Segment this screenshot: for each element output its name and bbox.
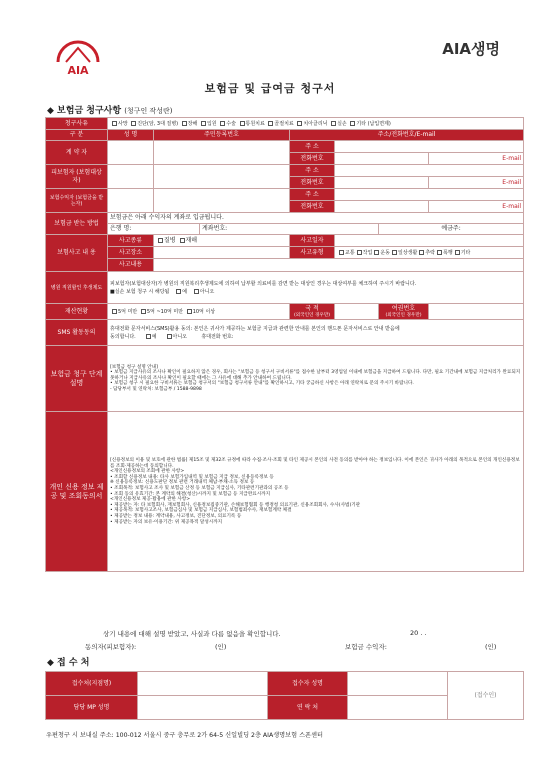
receiver-label: 접수자 성명	[268, 672, 348, 696]
mp-label: 담당 MP 성명	[46, 696, 138, 720]
phone-input[interactable]	[335, 153, 429, 165]
section-reception-title: ◆ 접 수 처	[47, 658, 90, 668]
accident-type-label: 사고유형	[290, 247, 335, 259]
email-input[interactable]: E-mail	[429, 201, 524, 213]
brand-name: AIA생명	[442, 40, 500, 58]
accident-type-options: 교통 작업 운동 일상생활 추락 폭행 기타	[335, 247, 524, 259]
checkbox[interactable]	[194, 289, 199, 294]
sms-cell: 휴대전화 문자서비스(SMS)활용 동의: 본인은 귀사가 제공하는 보험금 지급과 관련한 안내를 본인의 핸드폰 문자서비스로 안내 받음에 동의합니다. 예 아니오 휴대전화 번호:	[108, 320, 524, 346]
confirm-date: 20 . .	[410, 629, 427, 637]
accident-detail-input[interactable]	[154, 259, 524, 272]
checkbox[interactable]	[180, 238, 185, 243]
reception-place-input[interactable]	[138, 672, 268, 696]
checkbox[interactable]	[357, 250, 362, 255]
passport-label: 여권번호 (외국인인 경우만)	[379, 304, 429, 320]
sms-label: SMS 활동동의	[46, 320, 108, 346]
payment-note: 보험금은 아래 수익자의 계좌로 입금됩니다.	[108, 213, 524, 224]
addr-label: 주 소	[290, 141, 335, 153]
beneficiary-label: 보험금 수익자:	[345, 643, 387, 651]
checkbox[interactable]	[146, 334, 151, 339]
welfare-text: 피보험자(보험대상자)가 병원의 직원복리후생제도에 의하여 납부할 의료비를 감면 받는 대상인 경우는 대상여부를 체크하여 주시기 바랍니다.	[110, 280, 417, 287]
reception-table	[45, 671, 523, 720]
claim-table	[45, 117, 523, 572]
checkbox[interactable]	[187, 309, 192, 314]
checkbox[interactable]	[392, 250, 397, 255]
phone-label: 전화번호	[290, 153, 335, 165]
beneficiary-seal[interactable]: (인)	[485, 643, 497, 651]
receiver-input[interactable]	[348, 672, 448, 696]
checkbox[interactable]	[437, 250, 442, 255]
payment-label: 보험금 받는 방법	[46, 213, 108, 235]
checkbox[interactable]	[455, 250, 460, 255]
col-name: 성 명	[108, 130, 154, 141]
checkbox[interactable]	[331, 121, 336, 126]
party-beneficiary-label: 보험수익자 (보험금을 받는자)	[46, 189, 108, 213]
form-title: 보험금 및 급여금 청구서	[204, 82, 336, 95]
phone-input[interactable]	[335, 177, 429, 189]
checkbox[interactable]	[297, 121, 302, 126]
checkbox[interactable]	[112, 309, 117, 314]
checkbox[interactable]	[419, 250, 424, 255]
email-input[interactable]: E-mail	[429, 153, 524, 165]
confirm-row	[45, 629, 523, 638]
accident-kind-options: 질병 재해	[154, 235, 290, 247]
accident-date-label: 사고일자	[290, 235, 335, 247]
holder-field[interactable]: 예금주:	[379, 224, 524, 235]
sms-text: 휴대전화 문자서비스(SMS)활용 동의: 본인은 귀사가 제공하는 보험금 지급과 관련한 안내를 본인의 핸드폰 문자서비스로 안내 받음에	[110, 325, 400, 332]
checkbox[interactable]	[131, 121, 136, 126]
nationality-label: 국 적 (외국인인 경우만)	[290, 304, 335, 320]
col-contact: 주소/전화번호/E-mail	[290, 130, 524, 141]
accident-place-input[interactable]	[154, 247, 290, 259]
contact-label: 연 락 처	[268, 696, 348, 720]
checkbox[interactable]	[182, 121, 187, 126]
contact-input[interactable]	[348, 696, 448, 720]
name-input[interactable]	[108, 165, 154, 189]
phone-input[interactable]	[335, 201, 429, 213]
party-contractor-label: 계 약 자	[46, 141, 108, 165]
phone-label: 전화번호	[290, 177, 335, 189]
checkbox[interactable]	[240, 121, 245, 126]
section-claim-title: ◆ 보험금 청구사항 (청구인 작성란)	[47, 106, 173, 116]
duty-text: [보험금 청구 설명 안내] • 보험금 지급사유의 조사나 확인이 필요하지 않은 경우, 회사는 "보험금 등 청구서 구비서류"를 접수한 날부터 3영업일 이내에 보험금을 지급하여 드립니다. 다만, 필요 기간내에 보험금 지급처리가 완료되지 못하거나 지급사유의 조사나 확인이 필요할 때에는 그 사유에 대해 추가 안내하여 드립니다. • 보험금 청구 시 필요한 구비서류는 보험금 청구서의 "보험금 청구서류 안내"를 확인하시고, 기타 궁금하신 사항은 아래 연락처로 문의 주시기 바랍니다. - 담당부서 및 연락처: 보험금부 / 1588-9898	[108, 346, 524, 412]
welfare-note: ■실손 보험 청구 시 해당됨	[110, 288, 170, 295]
welfare-label: 병원 직원할인 후생제도	[46, 272, 108, 304]
assets-options: 5억 미만 5억 ~10억 미만 10억 이상	[108, 304, 290, 320]
reception-seal: (접수인)	[448, 672, 524, 720]
nationality-input[interactable]	[335, 304, 379, 320]
checkbox[interactable]	[374, 250, 379, 255]
checkbox[interactable]	[158, 238, 163, 243]
account-field[interactable]: 계좌번호:	[200, 224, 379, 235]
name-input[interactable]	[108, 141, 154, 165]
confirm-text: 상기 내용에 대해 설명 받았고, 사실과 다름 없음을 확인합니다.	[103, 630, 281, 638]
mp-input[interactable]	[138, 696, 268, 720]
welfare-cell: 피보험자(보험대상자)가 병원의 직원복리후생제도에 의하여 납부할 의료비를 감면 받는 대상인 경우는 대상여부를 체크하여 주시기 바랍니다. ■실손 보험 청구 시 해당됨 예 아니오	[108, 272, 524, 304]
checkbox[interactable]	[176, 289, 181, 294]
checkbox[interactable]	[339, 250, 344, 255]
accident-place-label: 사고장소	[108, 247, 154, 259]
email-input[interactable]: E-mail	[429, 177, 524, 189]
checkbox[interactable]	[112, 121, 117, 126]
checkbox[interactable]	[350, 121, 355, 126]
assets-label: 재산현황	[46, 304, 108, 320]
bank-field[interactable]: 은행 명:	[108, 224, 200, 235]
reason-options: 사망 진단(암, 3대 질병) 장해 입원 수술 통원치료 골절치료 치아클리닉 실손 기타 (납입면제)	[108, 118, 524, 130]
consent-label: 개인 신용 정보 제공 및 조회동의서	[46, 412, 108, 572]
aia-logo	[52, 36, 104, 76]
claimant-seal[interactable]: (인)	[215, 643, 227, 651]
accident-label: 보험사고 내 용	[46, 235, 108, 272]
col-rrn: 주민등록번호	[154, 130, 290, 141]
checkbox[interactable]	[268, 121, 273, 126]
checkbox[interactable]	[201, 121, 206, 126]
accident-date-input[interactable]	[335, 235, 524, 247]
party-insured-label: 피보험자 (보험대상자)	[46, 165, 108, 189]
consent-text: [신용정보의 이용 및 보호에 관한 법률] 제15조 및 제32조 규정에 따라 수집·조사·조회 및 타인 제공시 본인의 사전 동의를 받아야 하는 정보입니다. 이에 본인은 귀사가 아래의 목적으로 본인의 개인신용정보를 조회·제공하는데 동의합니다. <개인신용정보의 조회에 관한 사항> • 조회할 신용정보 내용: 타사 보험가입내역 및 보험금 지급 정보, 신용등록정보 등 ※ 신용등록정보: 신용도판단 정보 관련 거래내역 체납·부채·소득 정보 등 • 조회목적: 보험사고 조사 및 보험금 산정 등 보험금 지급심사, 기타관련기관과의 공조 등 • 조회 동의 유효기간: 본 계약의 해결(청산)시까지 및 보험금 등 지급완료시까지 <개인신용정보 제공·활용에 관한 사항> • 제공받는 자: 타 보험회사, 재보험회사, 신용정보집중기관, 손해보험협회 등 행정청 의료기관, 신용조회회사, 수사(사법)기관 • 제공목적: 보험사고조사, 보험금심사 및 보험금 지급심사, 보험범죄수사, 재보험계약 체결 • 제공받는 정보 내용: 계약내용, 사고정보, 진단정보, 의료기록 등 • 제공받는 자의 보유·이용기간: 위 제공목적 달성시까지	[108, 412, 524, 572]
reception-place-label: 접수처(지점명)	[46, 672, 138, 696]
rrn-input[interactable]	[154, 165, 290, 189]
claimant-label: 동의자(피보험자):	[85, 643, 137, 651]
addr-label: 주 소	[290, 189, 335, 201]
accident-detail-label: 사고내용	[108, 259, 154, 272]
addr-input[interactable]	[335, 189, 524, 201]
checkbox[interactable]	[220, 121, 225, 126]
reason-label: 청구사유	[46, 118, 108, 130]
phone-label: 전화번호	[290, 201, 335, 213]
checkbox[interactable]	[141, 309, 146, 314]
col-kind: 구 분	[46, 130, 108, 141]
addr-label: 주 소	[290, 165, 335, 177]
logo-text: AIA	[67, 64, 89, 76]
rrn-input[interactable]	[154, 189, 290, 213]
duty-label: 보험금 청구 단계 설명	[46, 346, 108, 412]
footer-address: 우편청구 시 보내실 주소: 100-012 서울시 중구 충무로 2가 64-5 신일빌딩 2층 AIA생명보험 스폰센터	[46, 732, 323, 739]
sms-phone-field[interactable]: 휴대전화 번호:	[201, 333, 234, 340]
addr-input[interactable]	[335, 165, 524, 177]
addr-input[interactable]	[335, 141, 524, 153]
name-input[interactable]	[108, 189, 154, 213]
rrn-input[interactable]	[154, 141, 290, 165]
accident-kind-label: 사고종류	[108, 235, 154, 247]
passport-input[interactable]	[429, 304, 524, 320]
checkbox[interactable]	[167, 334, 172, 339]
